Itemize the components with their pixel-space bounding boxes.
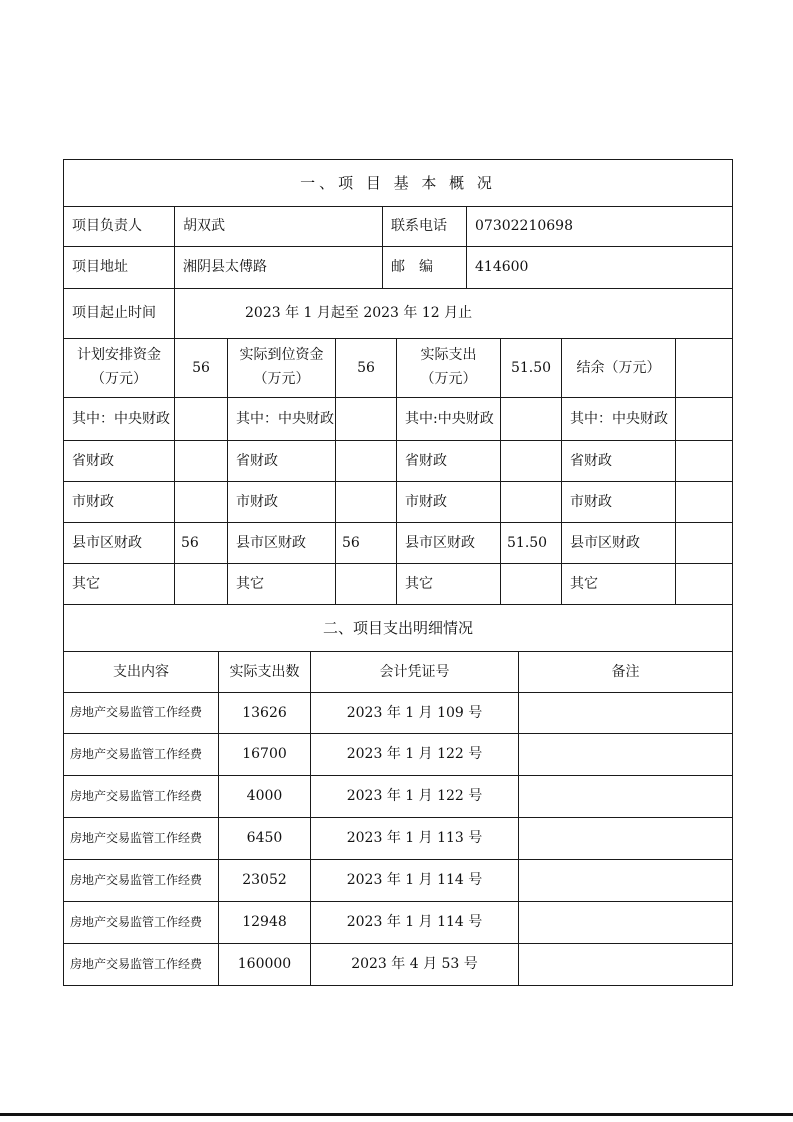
funds-row-value bbox=[501, 441, 561, 481]
expense-content: 房地产交易监管工作经费 bbox=[70, 705, 203, 720]
funds-row-label: 省财政 bbox=[570, 452, 612, 469]
expense-note bbox=[519, 818, 732, 859]
planned-funds-label-line1: 计划安排资金 bbox=[77, 347, 161, 364]
section-title: 二、项目支出明细情况 bbox=[322, 619, 473, 637]
funds-row-value bbox=[501, 398, 561, 440]
funds-row-label: 县市区财政 bbox=[405, 534, 475, 551]
period-label: 项目起止时间 bbox=[72, 305, 156, 322]
funds-row-label: 其中：中央财政 bbox=[236, 410, 334, 427]
funds-row-label: 其它 bbox=[72, 575, 100, 592]
table-border-right bbox=[732, 159, 733, 986]
postcode-value: 414600 bbox=[475, 259, 529, 276]
voucher-number: 2023 年 4 月 53 号 bbox=[351, 956, 478, 973]
funds-row-value: 56 bbox=[181, 534, 199, 551]
funds-row-value bbox=[336, 482, 396, 522]
voucher-number: 2023 年 1 月 114 号 bbox=[346, 914, 483, 931]
funds-row-label: 省财政 bbox=[405, 452, 447, 469]
expense-note bbox=[519, 734, 732, 775]
expense-amount: 6450 bbox=[246, 830, 283, 847]
actual-funds-label-line1: 实际到位资金 bbox=[239, 347, 324, 364]
planned-funds-label-line2: （万元） bbox=[91, 371, 147, 387]
expense-content: 房地产交易监管工作经费 bbox=[70, 914, 203, 929]
person-label: 项目负责人 bbox=[72, 218, 142, 235]
funds-row-label: 省财政 bbox=[236, 452, 278, 469]
page-bottom-rule bbox=[0, 1113, 793, 1116]
funds-row-value bbox=[336, 441, 396, 481]
expense-amount: 16700 bbox=[242, 746, 287, 763]
funds-row-value bbox=[501, 564, 561, 604]
spent-label-line1: 实际支出 bbox=[420, 347, 477, 364]
balance-value bbox=[676, 339, 732, 397]
table-border-bottom bbox=[63, 985, 733, 986]
expense-note bbox=[519, 693, 732, 733]
funds-row-value bbox=[336, 398, 396, 440]
planned-funds-value: 56 bbox=[192, 359, 210, 376]
expense-content: 房地产交易监管工作经费 bbox=[70, 788, 203, 803]
section-title: 一、项 目 基 本 概 况 bbox=[300, 174, 496, 192]
funds-row-label: 其它 bbox=[236, 575, 264, 592]
expense-note bbox=[519, 902, 732, 943]
actual-funds-label-line2: （万元） bbox=[253, 371, 310, 387]
postcode-label: 邮 编 bbox=[391, 259, 433, 276]
funds-row-label: 市财政 bbox=[72, 493, 114, 510]
spent-label bbox=[397, 339, 500, 397]
expense-amount: 23052 bbox=[242, 872, 287, 889]
funds-row-label: 其中:中央财政 bbox=[405, 410, 494, 427]
column-header: 实际支出数 bbox=[229, 663, 300, 680]
voucher-number: 2023 年 1 月 122 号 bbox=[346, 746, 483, 763]
funds-row-value bbox=[175, 564, 227, 604]
planned-funds-label bbox=[64, 339, 174, 397]
phone-value: 07302210698 bbox=[475, 218, 573, 235]
actual-funds-label bbox=[228, 339, 335, 397]
funds-row-value bbox=[175, 441, 227, 481]
column-header: 会计凭证号 bbox=[379, 663, 450, 680]
expense-content: 房地产交易监管工作经费 bbox=[70, 956, 203, 971]
funds-row-value bbox=[336, 564, 396, 604]
person-value: 胡双武 bbox=[183, 218, 225, 235]
funds-row-label: 其中：中央财政 bbox=[72, 410, 170, 427]
voucher-number: 2023 年 1 月 113 号 bbox=[346, 830, 483, 847]
funds-row-value bbox=[501, 482, 561, 522]
expense-content: 房地产交易监管工作经费 bbox=[70, 830, 203, 845]
funds-row-label: 其它 bbox=[405, 575, 433, 592]
expense-amount: 160000 bbox=[237, 956, 292, 973]
expense-note bbox=[519, 860, 732, 901]
funds-row-label: 省财政 bbox=[72, 452, 114, 469]
spent-label-line2: （万元） bbox=[420, 371, 477, 387]
funds-row-label: 县市区财政 bbox=[236, 534, 306, 551]
funds-row-value: 51.50 bbox=[507, 534, 548, 551]
funds-row-label: 市财政 bbox=[405, 493, 447, 510]
expense-note bbox=[519, 944, 732, 985]
actual-funds-value: 56 bbox=[357, 359, 375, 376]
funds-row-label: 市财政 bbox=[570, 493, 612, 510]
voucher-number: 2023 年 1 月 122 号 bbox=[346, 788, 483, 805]
funds-row-label: 县市区财政 bbox=[570, 534, 640, 551]
voucher-number: 2023 年 1 月 109 号 bbox=[346, 704, 483, 721]
funds-row-label: 其它 bbox=[570, 575, 598, 592]
expense-content: 房地产交易监管工作经费 bbox=[70, 872, 203, 887]
column-header: 备注 bbox=[611, 663, 640, 680]
funds-row-label: 其中：中央财政 bbox=[570, 410, 668, 427]
funds-row-value bbox=[175, 398, 227, 440]
funds-row-label: 县市区财政 bbox=[72, 534, 142, 551]
funds-row-value bbox=[175, 482, 227, 522]
expense-amount: 12948 bbox=[242, 914, 287, 931]
expense-amount: 13626 bbox=[242, 704, 287, 721]
phone-label: 联系电话 bbox=[391, 218, 447, 235]
address-value: 湘阴县太傅路 bbox=[183, 259, 267, 276]
funds-row-label: 市财政 bbox=[236, 493, 278, 510]
funds-row-value: 56 bbox=[342, 534, 360, 551]
expense-content: 房地产交易监管工作经费 bbox=[70, 746, 203, 761]
expense-note bbox=[519, 776, 732, 817]
column-header: 支出内容 bbox=[113, 663, 169, 680]
address-label: 项目地址 bbox=[72, 259, 128, 276]
voucher-number: 2023 年 1 月 114 号 bbox=[346, 872, 483, 889]
balance-label: 结余（万元） bbox=[576, 359, 661, 376]
spent-value: 51.50 bbox=[510, 359, 552, 376]
period-value: 2023 年 1 月起至 2023 年 12 月止 bbox=[245, 305, 473, 322]
expense-amount: 4000 bbox=[246, 788, 283, 805]
